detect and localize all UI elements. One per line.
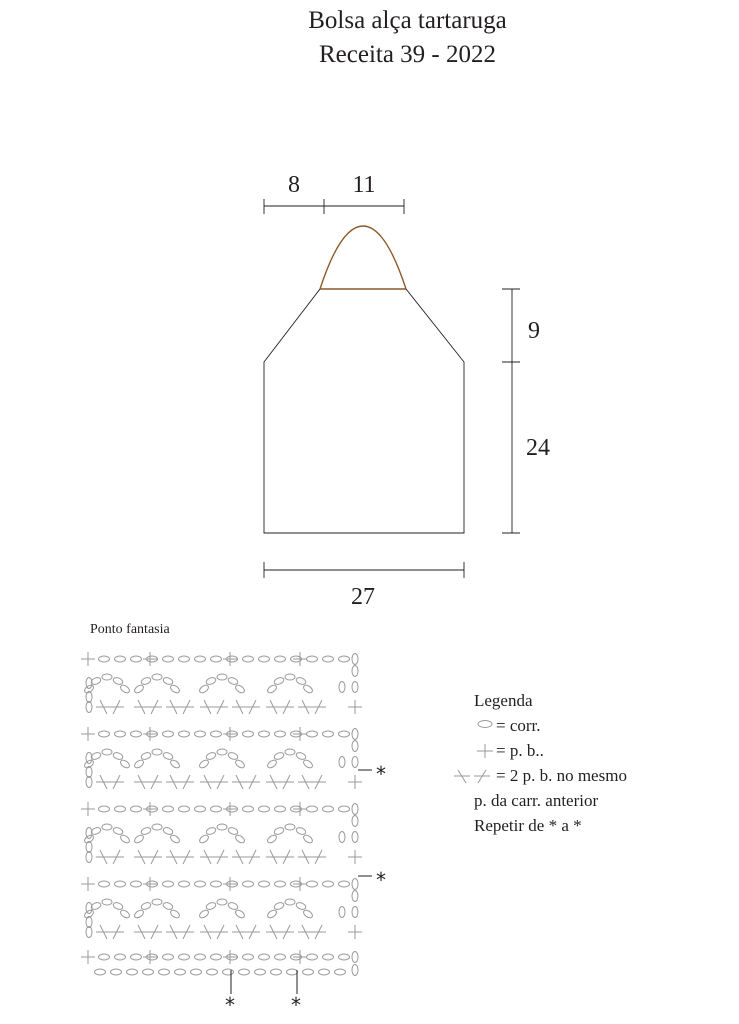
arch-chain [266, 684, 278, 695]
legend-title-row [452, 688, 627, 713]
chain-stitch [307, 806, 318, 812]
chain-stitch-vertical [352, 952, 358, 963]
legend-item-chain-text: = corr. [496, 716, 541, 735]
arch-chain [140, 676, 152, 685]
arch-chain [295, 751, 307, 760]
chain-stitch-vertical [352, 682, 358, 693]
chain-stitch [223, 969, 234, 975]
chain-stitch [307, 954, 318, 960]
chain-stitch [323, 806, 334, 812]
chain-stitch [243, 881, 254, 887]
chain-stitch [115, 656, 126, 662]
arch-chain [198, 834, 210, 845]
chain-stitch [195, 656, 206, 662]
arch-chain [205, 826, 217, 835]
legend-repeat-row [452, 813, 627, 838]
arch-chain [227, 826, 239, 835]
chain-stitch [179, 806, 190, 812]
chain-stitch [195, 881, 206, 887]
arch-chain [152, 899, 162, 905]
legend-repeat-text: Repetir de * a * [474, 816, 582, 835]
chain-stitch [115, 806, 126, 812]
arch-chain [205, 751, 217, 760]
single-crochet-icon [452, 741, 496, 761]
chain-stitch [243, 954, 254, 960]
chain-stitch-vertical [352, 879, 358, 890]
arch-chain [302, 909, 314, 920]
arch-chain [169, 759, 181, 770]
dim-side-lower: 24 [526, 435, 550, 461]
chain-stitch [131, 731, 142, 737]
chain-stitch [259, 656, 270, 662]
chain-stitch [275, 806, 286, 812]
arch-chain [273, 901, 285, 910]
arch-chain [162, 676, 174, 685]
chain-stitch [259, 954, 270, 960]
legend-item-2sc-text: = 2 p. b. no mesmo [496, 766, 627, 785]
repeat-star-bottom-2: * [291, 993, 301, 1017]
arch-chain [227, 901, 239, 910]
chain-stitch [111, 969, 122, 975]
recipe-number: Receita 39 - 2022 [318, 41, 497, 68]
arch-chain [217, 824, 227, 830]
chain-stitch [211, 881, 222, 887]
chain-stitch [115, 881, 126, 887]
chain-stitch [179, 656, 190, 662]
arch-chain [273, 751, 285, 760]
chain-stitch [99, 806, 110, 812]
chain-stitch [115, 731, 126, 737]
arch-chain [295, 901, 307, 910]
arch-chain [119, 909, 131, 920]
arch-chain [285, 824, 295, 830]
chain-stitch [243, 656, 254, 662]
chain-stitch [211, 806, 222, 812]
arch-chain [227, 751, 239, 760]
chain-stitch [163, 881, 174, 887]
chain-stitch-vertical [352, 654, 358, 665]
chain-stitch [275, 954, 286, 960]
arch-chain [102, 899, 112, 905]
chain-stitch-vertical [86, 852, 92, 863]
arch-chain [273, 676, 285, 685]
chain-stitch-vertical [86, 927, 92, 938]
chain-stitch [131, 656, 142, 662]
chain-stitch-vertical [352, 965, 358, 976]
chain-stitch-vertical [352, 816, 358, 827]
chain-stitch-vertical [352, 741, 358, 752]
arch-chain [285, 899, 295, 905]
stitch-chart-title: Ponto fantasia [90, 622, 170, 637]
arch-chain [162, 751, 174, 760]
chain-stitch-vertical [352, 891, 358, 902]
chain-stitch [127, 969, 138, 975]
arch-chain [169, 834, 181, 845]
chain-stitch [163, 731, 174, 737]
two-single-crochet-icon [452, 766, 496, 786]
chain-stitch [323, 881, 334, 887]
legend-item-2sc-continued-text: p. da carr. anterior [474, 791, 599, 810]
arch-chain [112, 751, 124, 760]
chain-stitch [99, 656, 110, 662]
repeat-marker-bottom-1 [225, 970, 235, 1017]
chain-stitch [211, 954, 222, 960]
chain-stitch [195, 806, 206, 812]
chain-stitch [307, 881, 318, 887]
chain-stitch [179, 954, 190, 960]
chain-stitch-vertical [339, 682, 345, 693]
arch-chain [102, 674, 112, 680]
legend-item-sc-text: = p. b.. [496, 741, 544, 760]
chain-stitch [131, 954, 142, 960]
arch-chain [112, 826, 124, 835]
chain-stitch [323, 656, 334, 662]
chain-stitch [243, 806, 254, 812]
arch-chain [217, 674, 227, 680]
chain-stitch [239, 969, 250, 975]
chain-stitch [195, 731, 206, 737]
arch-chain [162, 901, 174, 910]
repeat-star-bottom-1: * [225, 993, 235, 1017]
chain-stitch [115, 954, 126, 960]
arch-chain [152, 749, 162, 755]
chain-stitch [323, 731, 334, 737]
arch-chain [112, 676, 124, 685]
arch-chain [140, 826, 152, 835]
chain-stitch [179, 881, 190, 887]
chain-stitch [211, 656, 222, 662]
chain-stitch [339, 731, 350, 737]
dim-top-left: 8 [288, 172, 300, 198]
chain-stitch [163, 656, 174, 662]
arch-chain [266, 834, 278, 845]
chain-stitch-vertical [339, 907, 345, 918]
arch-chain [162, 826, 174, 835]
arch-chain [302, 684, 314, 695]
chain-stitch [275, 881, 286, 887]
chain-stitch [207, 969, 218, 975]
chain-stitch [179, 731, 190, 737]
arch-chain [266, 759, 278, 770]
arch-chain [133, 909, 145, 920]
arch-chain [198, 909, 210, 920]
chain-stitch [163, 806, 174, 812]
dim-bottom: 27 [351, 584, 375, 610]
chain-stitch [95, 969, 106, 975]
arch-chain [133, 759, 145, 770]
chain-oval-icon [452, 716, 496, 736]
chain-stitch [99, 881, 110, 887]
chain-stitch [335, 969, 346, 975]
legend-item-2sc [452, 763, 627, 788]
chain-stitch [99, 954, 110, 960]
repeat-marker-right-1 [358, 762, 386, 786]
chain-stitch [259, 806, 270, 812]
chain-stitch [243, 731, 254, 737]
arch-chain [273, 826, 285, 835]
chain-stitch [191, 969, 202, 975]
chain-stitch [143, 969, 154, 975]
legend-title: Legenda [474, 691, 533, 710]
chain-stitch [307, 731, 318, 737]
arch-chain [234, 759, 246, 770]
arch-chain [295, 826, 307, 835]
page-title: Bolsa alça tartaruga [308, 7, 507, 34]
chain-stitch [275, 731, 286, 737]
chain-stitch-vertical [352, 729, 358, 740]
chain-stitch [255, 969, 266, 975]
chain-stitch-vertical [352, 804, 358, 815]
repeat-marker-bottom-2 [291, 970, 301, 1017]
chain-stitch-vertical [339, 832, 345, 843]
chain-stitch-vertical [352, 666, 358, 677]
chain-stitch [271, 969, 282, 975]
chain-stitch [275, 656, 286, 662]
chain-stitch-vertical [352, 907, 358, 918]
arch-chain [234, 909, 246, 920]
chain-stitch [211, 731, 222, 737]
arch-chain [140, 901, 152, 910]
dim-side-upper: 9 [528, 318, 540, 344]
arch-chain [205, 676, 217, 685]
legend [452, 688, 627, 838]
arch-chain [133, 684, 145, 695]
chain-stitch-vertical [86, 777, 92, 788]
chain-stitch [99, 731, 110, 737]
arch-chain [112, 901, 124, 910]
chain-stitch [131, 806, 142, 812]
chain-stitch [307, 656, 318, 662]
chain-stitch-vertical [86, 767, 92, 778]
chain-stitch [175, 969, 186, 975]
arch-chain [302, 834, 314, 845]
chain-stitch [163, 954, 174, 960]
arch-chain [205, 901, 217, 910]
arch-chain [102, 824, 112, 830]
arch-chain [140, 751, 152, 760]
chain-stitch [339, 954, 350, 960]
chain-stitch [159, 969, 170, 975]
chain-stitch [131, 881, 142, 887]
dim-top-right: 11 [352, 172, 376, 198]
arch-chain [169, 684, 181, 695]
chain-stitch [339, 806, 350, 812]
arch-chain [152, 824, 162, 830]
repeat-marker-right-2 [358, 868, 386, 892]
arch-chain [152, 674, 162, 680]
arch-chain [119, 684, 131, 695]
arch-chain [119, 834, 131, 845]
legend-item-2sc-continued [452, 788, 627, 813]
arch-chain [227, 676, 239, 685]
arch-chain [217, 899, 227, 905]
chain-stitch-vertical [339, 757, 345, 768]
arch-chain [169, 909, 181, 920]
chain-stitch-vertical [352, 757, 358, 768]
arch-chain [198, 759, 210, 770]
chain-stitch-vertical [86, 702, 92, 713]
chain-stitch [339, 881, 350, 887]
chain-stitch [323, 954, 334, 960]
arch-chain [119, 759, 131, 770]
chain-stitch [303, 969, 314, 975]
chain-stitch [259, 881, 270, 887]
chain-stitch [195, 954, 206, 960]
arch-chain [217, 749, 227, 755]
legend-item-chain [452, 713, 627, 738]
arch-chain [234, 684, 246, 695]
chain-stitch-vertical [86, 917, 92, 928]
chain-stitch [259, 731, 270, 737]
chain-stitch-vertical [352, 832, 358, 843]
arch-chain [133, 834, 145, 845]
arch-chain [198, 684, 210, 695]
repeat-star-right-1: * [376, 762, 386, 786]
arch-chain [234, 834, 246, 845]
legend-item-sc [452, 738, 627, 763]
chain-stitch-vertical [86, 842, 92, 853]
arch-chain [302, 759, 314, 770]
arch-chain [285, 749, 295, 755]
arch-chain [285, 674, 295, 680]
arch-chain [102, 749, 112, 755]
chain-stitch [339, 656, 350, 662]
chain-stitch-vertical [86, 692, 92, 703]
arch-chain [266, 909, 278, 920]
arch-chain [295, 676, 307, 685]
chain-stitch [319, 969, 330, 975]
repeat-star-right-2: * [376, 868, 386, 892]
chain-stitch [287, 969, 298, 975]
